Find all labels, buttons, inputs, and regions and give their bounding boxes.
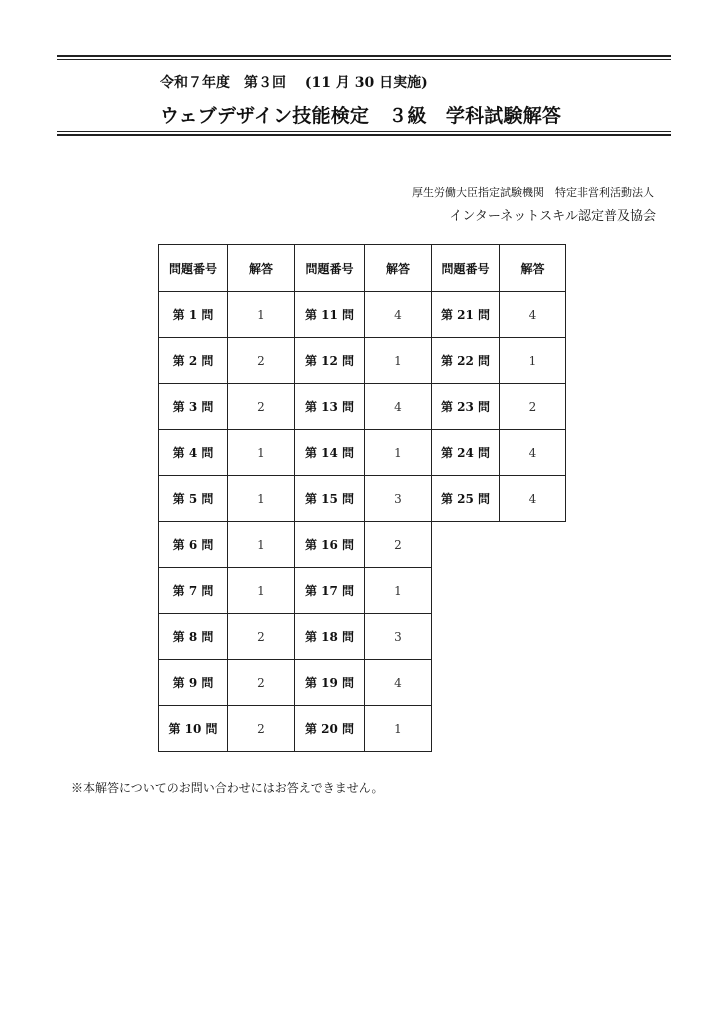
header-top-rule-thin — [57, 59, 671, 60]
answer-cell: 2 — [228, 614, 295, 660]
empty-cell — [500, 706, 566, 752]
answer-cell: 2 — [228, 660, 295, 706]
answer-cell: 2 — [365, 522, 432, 568]
answer-cell: 4 — [500, 430, 566, 476]
question-number-cell: 第 21 問 — [432, 292, 500, 338]
table-row — [159, 568, 566, 614]
page-title: ウェブデザイン技能検定 ３級 学科試験解答 — [160, 105, 562, 127]
header-question-number: 問題番号 — [159, 245, 228, 292]
answer-cell: 1 — [365, 706, 432, 752]
organization-line-1: 厚生労働大臣指定試験機関 特定非営利活動法人 — [412, 186, 654, 199]
footnote: ※本解答についてのお問い合わせにはお答えできません。 — [71, 781, 384, 795]
answer-cell: 2 — [228, 338, 295, 384]
answer-cell: 1 — [365, 338, 432, 384]
question-number-cell: 第 13 問 — [295, 384, 365, 430]
question-number-cell: 第 4 問 — [159, 430, 228, 476]
answer-cell: 4 — [365, 292, 432, 338]
empty-cell — [432, 568, 500, 614]
answer-cell: 1 — [228, 430, 295, 476]
answer-cell: 2 — [228, 384, 295, 430]
empty-cell — [500, 522, 566, 568]
answer-cell: 4 — [500, 292, 566, 338]
empty-cell — [432, 614, 500, 660]
table-row — [159, 706, 566, 752]
answer-cell: 2 — [500, 384, 566, 430]
table-row — [159, 476, 566, 522]
question-number-cell: 第 15 問 — [295, 476, 365, 522]
table-row — [159, 614, 566, 660]
question-number-cell: 第 11 問 — [295, 292, 365, 338]
table-row — [159, 384, 566, 430]
exam-session-line: 令和７年度 第３回 (11 月 30 日実施) — [160, 75, 428, 91]
answer-cell: 1 — [365, 568, 432, 614]
question-number-cell: 第 17 問 — [295, 568, 365, 614]
question-number-cell: 第 10 問 — [159, 706, 228, 752]
question-number-cell: 第 9 問 — [159, 660, 228, 706]
answer-cell: 3 — [365, 476, 432, 522]
answer-cell: 1 — [500, 338, 566, 384]
answer-cell: 4 — [365, 384, 432, 430]
question-number-cell: 第 19 問 — [295, 660, 365, 706]
question-number-cell: 第 8 問 — [159, 614, 228, 660]
organization-line-2: インターネットスキル認定普及協会 — [449, 209, 656, 224]
answer-cell: 1 — [228, 476, 295, 522]
table-row — [159, 430, 566, 476]
empty-cell — [432, 522, 500, 568]
question-number-cell: 第 25 問 — [432, 476, 500, 522]
answer-cell: 2 — [228, 706, 295, 752]
answer-cell: 1 — [228, 522, 295, 568]
question-number-cell: 第 23 問 — [432, 384, 500, 430]
table-row — [159, 338, 566, 384]
answer-table — [158, 244, 566, 752]
answer-cell: 4 — [500, 476, 566, 522]
answer-cell: 3 — [365, 614, 432, 660]
table-row — [159, 292, 566, 338]
empty-cell — [432, 660, 500, 706]
question-number-cell: 第 20 問 — [295, 706, 365, 752]
question-number-cell: 第 1 問 — [159, 292, 228, 338]
empty-cell — [500, 660, 566, 706]
table-row — [159, 660, 566, 706]
empty-cell — [500, 568, 566, 614]
question-number-cell: 第 5 問 — [159, 476, 228, 522]
table-header-row — [159, 245, 566, 292]
answer-cell: 1 — [228, 568, 295, 614]
header-answer: 解答 — [365, 245, 432, 292]
answer-cell: 1 — [365, 430, 432, 476]
question-number-cell: 第 22 問 — [432, 338, 500, 384]
table-row — [159, 522, 566, 568]
answer-table-body — [159, 245, 566, 752]
question-number-cell: 第 12 問 — [295, 338, 365, 384]
header-answer: 解答 — [500, 245, 566, 292]
answer-cell: 4 — [365, 660, 432, 706]
question-number-cell: 第 18 問 — [295, 614, 365, 660]
question-number-cell: 第 7 問 — [159, 568, 228, 614]
header-question-number: 問題番号 — [432, 245, 500, 292]
empty-cell — [500, 614, 566, 660]
header-bottom-rule-thin — [57, 131, 671, 132]
header-top-rule-thick — [57, 55, 671, 57]
header-question-number: 問題番号 — [295, 245, 365, 292]
question-number-cell: 第 2 問 — [159, 338, 228, 384]
question-number-cell: 第 16 問 — [295, 522, 365, 568]
question-number-cell: 第 24 問 — [432, 430, 500, 476]
answer-cell: 1 — [228, 292, 295, 338]
header-bottom-rule-thick — [57, 134, 671, 136]
question-number-cell: 第 6 問 — [159, 522, 228, 568]
empty-cell — [432, 706, 500, 752]
question-number-cell: 第 3 問 — [159, 384, 228, 430]
question-number-cell: 第 14 問 — [295, 430, 365, 476]
header-answer: 解答 — [228, 245, 295, 292]
